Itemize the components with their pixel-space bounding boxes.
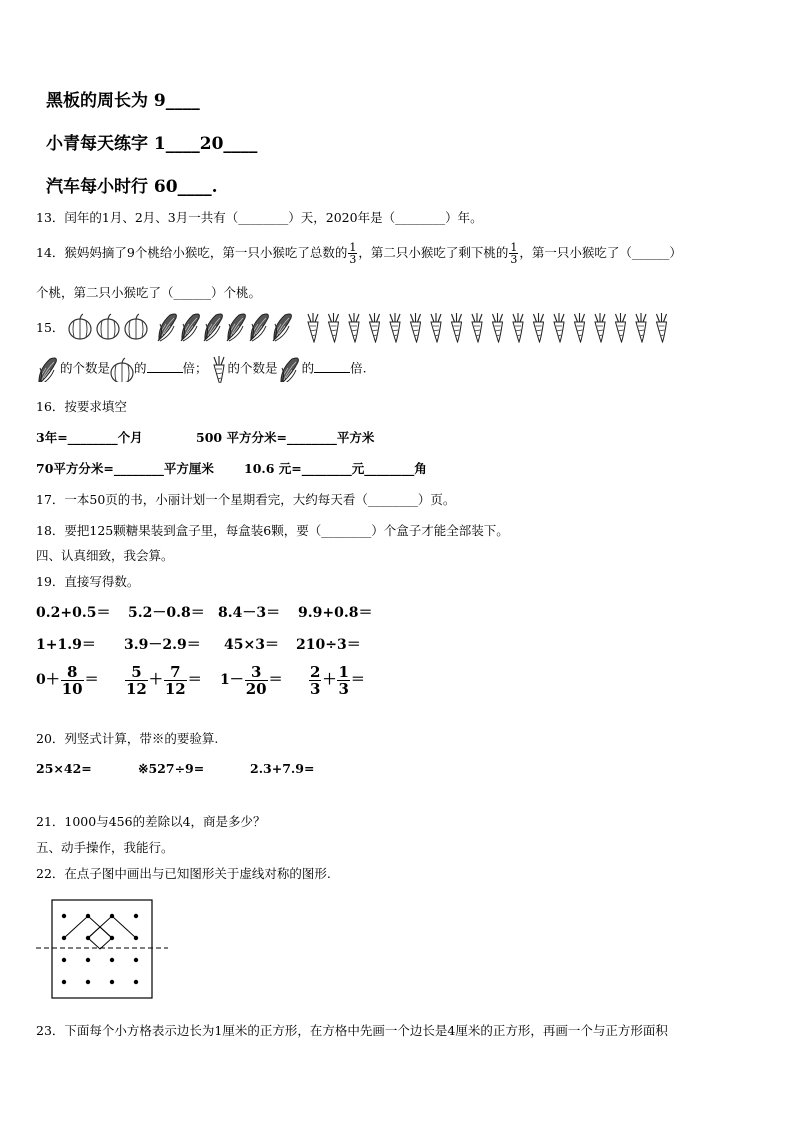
corn-icon: [250, 314, 268, 341]
calc-item: 210÷3＝: [296, 637, 361, 653]
calc-item: 45×3＝: [224, 637, 279, 653]
q20-item: 25×42=: [36, 761, 92, 776]
calc-item: 8.4－3＝: [218, 605, 281, 621]
carrot-icon: [329, 313, 339, 342]
corn-icon: [204, 314, 222, 341]
grid-dot: [62, 958, 66, 962]
carrot-icon: [411, 313, 421, 342]
q20-item: ※527÷9=: [138, 761, 205, 776]
corn-icon: [278, 356, 302, 382]
question-15-line: 的个数是 的 倍； 的个数是 的 倍.: [36, 355, 367, 381]
q14-text-1: 14．猴妈妈摘了9个桃给小猴吃，第一只小猴吃了总数的: [36, 245, 348, 260]
line-blackboard: 黑板的周长为 9____: [46, 91, 200, 111]
calc-item: 5.2－0.8＝: [128, 605, 205, 621]
pumpkin-icon: [125, 314, 147, 339]
shape-right-chevron: [88, 916, 136, 938]
dot-grid-figure: [36, 896, 176, 1002]
shape-diamond: [88, 927, 112, 949]
calc-item-fraction-c: 1－ $\frac{3}{20}$ ＝: [220, 662, 283, 698]
grid-dot: [134, 914, 138, 918]
question-17: 17．一本50页的书，小丽计划一个星期看完，大约每天看（________）页。: [36, 492, 456, 507]
calc-item-fraction-b: $\frac{5}{12}$ ＋ $\frac{7}{12}$ ＝: [126, 662, 202, 698]
fraction-one-third: $\frac{1}{3}$: [510, 241, 518, 266]
carrot-icon: [308, 313, 318, 342]
q16-item-d: 10.6 元=________元________角: [244, 461, 427, 476]
grid-dot: [110, 980, 114, 984]
question-19-title: 19．直接写得数。: [36, 574, 140, 589]
question-21: 21．1000与456的差除以4，商是多少？: [36, 814, 266, 829]
answer-blank[interactable]: [314, 372, 350, 373]
line-practice: 小青每天练字 1____20____: [46, 134, 258, 154]
carrot-icon: [452, 313, 462, 342]
vegetable-icons: [68, 311, 788, 343]
corn-icon: [227, 314, 245, 341]
grid-dot: [86, 958, 90, 962]
carrot-icon: [554, 313, 564, 342]
carrot-icon: [657, 313, 667, 342]
q16-item-c: 70平方分米=________平方厘米: [36, 461, 214, 476]
question-20-title: 20．列竖式计算，带※的要验算.: [36, 731, 219, 746]
pumpkin-icon: [110, 356, 134, 382]
question-14-line2: 个桃，第二只小猴吃了（______）个桃。: [36, 285, 262, 300]
calc-item: 3.9－2.9＝: [124, 637, 201, 653]
carrot-icon: [472, 313, 482, 342]
grid-dot: [86, 980, 90, 984]
calc-item: 9.9+0.8＝: [298, 605, 373, 621]
carrot-icon: [595, 313, 605, 342]
carrot-icon: [431, 313, 441, 342]
carrot-icon: [349, 313, 359, 342]
question-14: [36, 242, 682, 265]
question-13: 13．闰年的1月、2月、3月一共有（________）天，2020年是（________）年。: [36, 210, 483, 225]
q16-item-b: 500 平方分米=________平方米: [196, 430, 375, 445]
pumpkin-icon: [97, 314, 119, 339]
pumpkin-icon: [69, 314, 91, 339]
carrot-icon: [390, 313, 400, 342]
carrot-icon: [370, 313, 380, 342]
question-15-label: 15．: [36, 320, 65, 335]
line-car-speed: 汽车每小时行 60____.: [46, 177, 218, 197]
carrot-icon: [513, 313, 523, 342]
q14-text-3: ，第一只小猴吃了（______）: [519, 245, 682, 260]
calc-item-fraction-d: $\frac{2}{3}$ ＋ $\frac{1}{3}$ ＝: [310, 662, 365, 698]
question-22: 22．在点子图中画出与已知图形关于虚线对称的图形.: [36, 866, 331, 881]
grid-dot: [62, 980, 66, 984]
q14-text-2: ，第二只小猴吃了剩下桃的: [358, 245, 509, 260]
section-4-heading: 四、认真细致，我会算。: [36, 548, 174, 563]
corn-icon: [273, 314, 291, 341]
question-18: 18．要把125颗糖果装到盒子里，每盒装6颗，要（________）个盒子才能全部装下。: [36, 523, 509, 538]
fraction-one-third: $\frac{1}{3}$: [349, 241, 357, 266]
question-16-title: 16．按要求填空: [36, 399, 127, 414]
section-5-heading: 五、动手操作，我能行。: [36, 840, 174, 855]
carrot-icon: [616, 313, 626, 342]
calc-item-fraction-a: 0＋ $\frac{8}{10}$ ＝: [36, 662, 99, 698]
corn-icon: [158, 314, 176, 341]
grid-dot: [134, 980, 138, 984]
corn-icon: [181, 314, 199, 341]
q20-item: 2.3+7.9=: [250, 761, 315, 776]
carrot-icon: [534, 313, 544, 342]
question-23: 23．下面每个小方格表示边长为1厘米的正方形，在方格中先画一个边长是4厘米的正方形，再画一个与正方形面积: [36, 1023, 668, 1038]
calc-item: 1+1.9＝: [36, 637, 96, 653]
grid-dot: [134, 958, 138, 962]
carrot-icon: [208, 355, 228, 383]
corn-icon: [36, 356, 60, 382]
answer-blank[interactable]: [147, 372, 183, 373]
shape-left-chevron: [64, 916, 112, 938]
calc-item: 0.2+0.5＝: [36, 605, 111, 621]
carrot-icon: [636, 313, 646, 342]
grid-dot: [110, 958, 114, 962]
q16-item-a: 3年=________个月: [36, 430, 143, 445]
carrot-icon: [575, 313, 585, 342]
carrot-icon: [493, 313, 503, 342]
grid-dot: [62, 914, 66, 918]
